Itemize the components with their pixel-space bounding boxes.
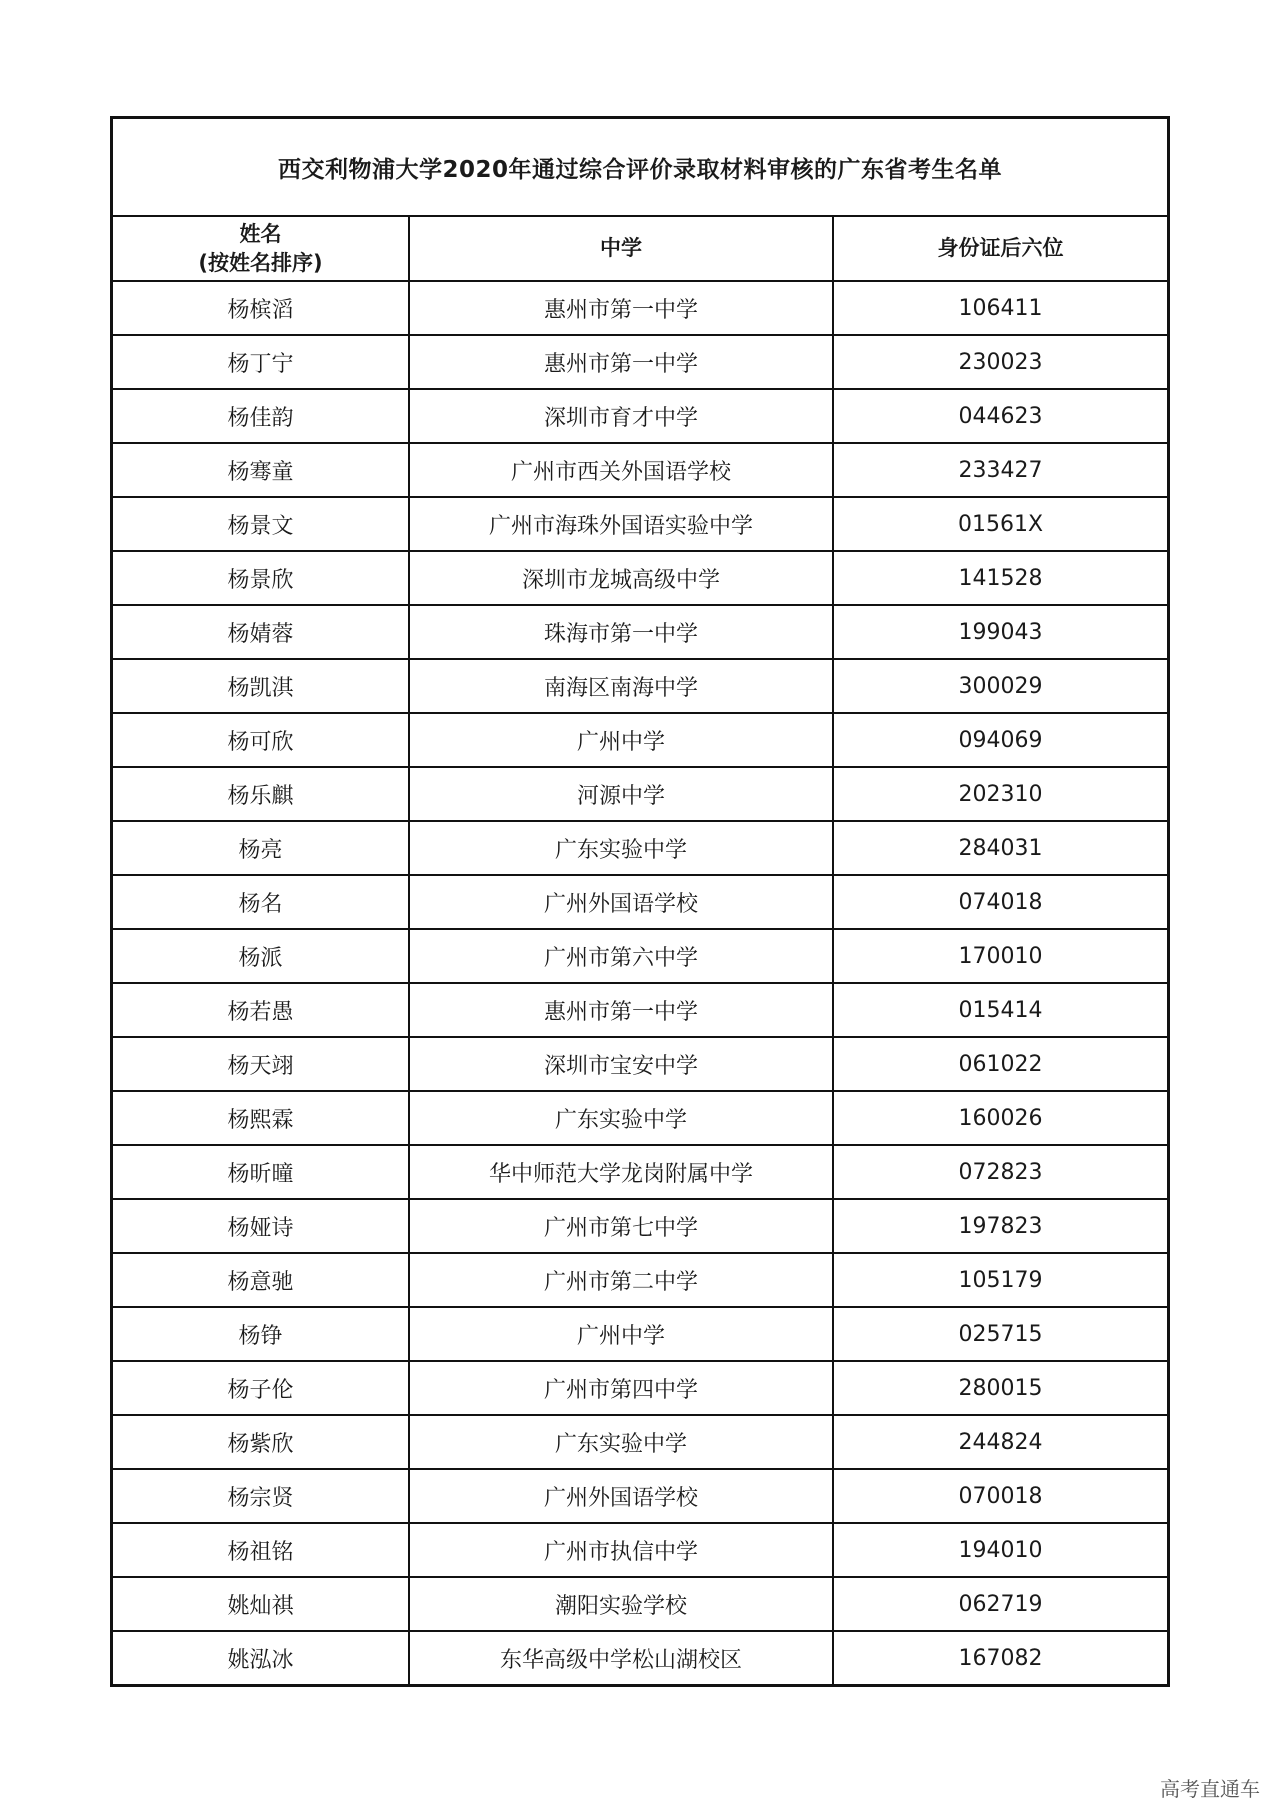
- cell-school: 惠州市第一中学: [409, 983, 833, 1037]
- cell-school: 东华高级中学松山湖校区: [409, 1631, 833, 1684]
- cell-school: 广州市第七中学: [409, 1199, 833, 1253]
- cell-name: 姚泓冰: [113, 1631, 409, 1684]
- header-row: [113, 217, 1167, 281]
- cell-name: 杨名: [113, 875, 409, 929]
- table-row: [113, 1091, 1167, 1145]
- table-row: [113, 767, 1167, 821]
- admission-table: [113, 217, 1167, 1684]
- table-row: [113, 1199, 1167, 1253]
- header-school: 中学: [409, 217, 833, 281]
- table-row: [113, 713, 1167, 767]
- cell-name: 杨景欣: [113, 551, 409, 605]
- table-row: [113, 1523, 1167, 1577]
- cell-id: 044623: [833, 389, 1167, 443]
- cell-name: 杨骞童: [113, 443, 409, 497]
- cell-id: 199043: [833, 605, 1167, 659]
- cell-id: 106411: [833, 281, 1167, 335]
- watermark: 高考直通车: [1160, 1777, 1260, 1801]
- table-body: [113, 281, 1167, 1684]
- cell-id: 280015: [833, 1361, 1167, 1415]
- header-name-sort-note: (按姓名排序): [198, 250, 323, 275]
- cell-name: 杨铮: [113, 1307, 409, 1361]
- cell-name: 杨凯淇: [113, 659, 409, 713]
- table-row: [113, 929, 1167, 983]
- cell-name: 杨乐麒: [113, 767, 409, 821]
- cell-name: 杨佳韵: [113, 389, 409, 443]
- cell-id: 072823: [833, 1145, 1167, 1199]
- cell-name: 杨若愚: [113, 983, 409, 1037]
- table-header: [113, 217, 1167, 281]
- table-row: [113, 1253, 1167, 1307]
- cell-school: 深圳市宝安中学: [409, 1037, 833, 1091]
- cell-school: 珠海市第一中学: [409, 605, 833, 659]
- cell-school: 广州市执信中学: [409, 1523, 833, 1577]
- cell-school: 南海区南海中学: [409, 659, 833, 713]
- cell-name: 杨派: [113, 929, 409, 983]
- cell-name: 杨宗贤: [113, 1469, 409, 1523]
- cell-id: 230023: [833, 335, 1167, 389]
- cell-school: 广州中学: [409, 1307, 833, 1361]
- cell-school: 广州市西关外国语学校: [409, 443, 833, 497]
- table-row: [113, 1631, 1167, 1684]
- table-row: [113, 497, 1167, 551]
- table-row: [113, 1145, 1167, 1199]
- cell-school: 广州市第四中学: [409, 1361, 833, 1415]
- cell-school: 广州市海珠外国语实验中学: [409, 497, 833, 551]
- cell-name: 杨丁宁: [113, 335, 409, 389]
- table-row: [113, 281, 1167, 335]
- cell-school: 广东实验中学: [409, 1415, 833, 1469]
- table-row: [113, 1037, 1167, 1091]
- table-row: [113, 443, 1167, 497]
- cell-name: 杨昕曈: [113, 1145, 409, 1199]
- table-row: [113, 551, 1167, 605]
- cell-school: 广州外国语学校: [409, 1469, 833, 1523]
- table-row: [113, 983, 1167, 1037]
- cell-name: 杨婧蓉: [113, 605, 409, 659]
- cell-id: 202310: [833, 767, 1167, 821]
- cell-name: 杨熙霖: [113, 1091, 409, 1145]
- header-name: [113, 217, 409, 281]
- cell-school: 深圳市育才中学: [409, 389, 833, 443]
- cell-school: 潮阳实验学校: [409, 1577, 833, 1631]
- cell-id: 061022: [833, 1037, 1167, 1091]
- cell-id: 025715: [833, 1307, 1167, 1361]
- cell-name: 杨天翊: [113, 1037, 409, 1091]
- cell-name: 杨槟滔: [113, 281, 409, 335]
- table-row: [113, 1469, 1167, 1523]
- cell-name: 杨祖铭: [113, 1523, 409, 1577]
- table-row: [113, 875, 1167, 929]
- table-row: [113, 1577, 1167, 1631]
- cell-id: 194010: [833, 1523, 1167, 1577]
- cell-name: 杨娅诗: [113, 1199, 409, 1253]
- cell-id: 062719: [833, 1577, 1167, 1631]
- cell-school: 广州外国语学校: [409, 875, 833, 929]
- cell-school: 华中师范大学龙岗附属中学: [409, 1145, 833, 1199]
- cell-id: 160026: [833, 1091, 1167, 1145]
- cell-school: 广州市第六中学: [409, 929, 833, 983]
- cell-id: 141528: [833, 551, 1167, 605]
- table-row: [113, 335, 1167, 389]
- header-id: 身份证后六位: [833, 217, 1167, 281]
- cell-id: 074018: [833, 875, 1167, 929]
- cell-id: 167082: [958, 1645, 1043, 1671]
- cell-id: 105179: [833, 1253, 1167, 1307]
- cell-id: 015414: [833, 983, 1167, 1037]
- header-name-label: 姓名: [239, 221, 282, 246]
- cell-id: 170010: [833, 929, 1167, 983]
- cell-id: 197823: [833, 1199, 1167, 1253]
- cell-id: 300029: [833, 659, 1167, 713]
- cell-id: 233427: [833, 443, 1167, 497]
- table-row: [113, 659, 1167, 713]
- cell-id: 284031: [833, 821, 1167, 875]
- cell-name: 杨亮: [113, 821, 409, 875]
- cell-id: 070018: [833, 1469, 1167, 1523]
- admission-list-document: [110, 116, 1170, 1687]
- table-row: [113, 605, 1167, 659]
- cell-school: 广州市第二中学: [409, 1253, 833, 1307]
- cell-school: 广州中学: [409, 713, 833, 767]
- table-row: [113, 1415, 1167, 1469]
- cell-name: 姚灿祺: [113, 1577, 409, 1631]
- table-row: [113, 1307, 1167, 1361]
- cell-school: 深圳市龙城高级中学: [409, 551, 833, 605]
- cell-name: 杨可欣: [113, 713, 409, 767]
- cell-school: 惠州市第一中学: [409, 335, 833, 389]
- cell-name: 杨子伦: [113, 1361, 409, 1415]
- cell-id: 01561X: [833, 497, 1167, 551]
- document-title: 西交利物浦大学2020年通过综合评价录取材料审核的广东省考生名单: [113, 119, 1167, 217]
- cell-name: 杨景文: [113, 497, 409, 551]
- table-row: [113, 821, 1167, 875]
- cell-school: 河源中学: [409, 767, 833, 821]
- cell-school: 惠州市第一中学: [409, 281, 833, 335]
- cell-name: 杨意驰: [113, 1253, 409, 1307]
- cell-school: 广东实验中学: [409, 1091, 833, 1145]
- table-row: [113, 389, 1167, 443]
- cell-id: 244824: [833, 1415, 1167, 1469]
- table-row: [113, 1361, 1167, 1415]
- cell-name: 杨紫欣: [113, 1415, 409, 1469]
- cell-id: 094069: [833, 713, 1167, 767]
- cell-school: 广东实验中学: [409, 821, 833, 875]
